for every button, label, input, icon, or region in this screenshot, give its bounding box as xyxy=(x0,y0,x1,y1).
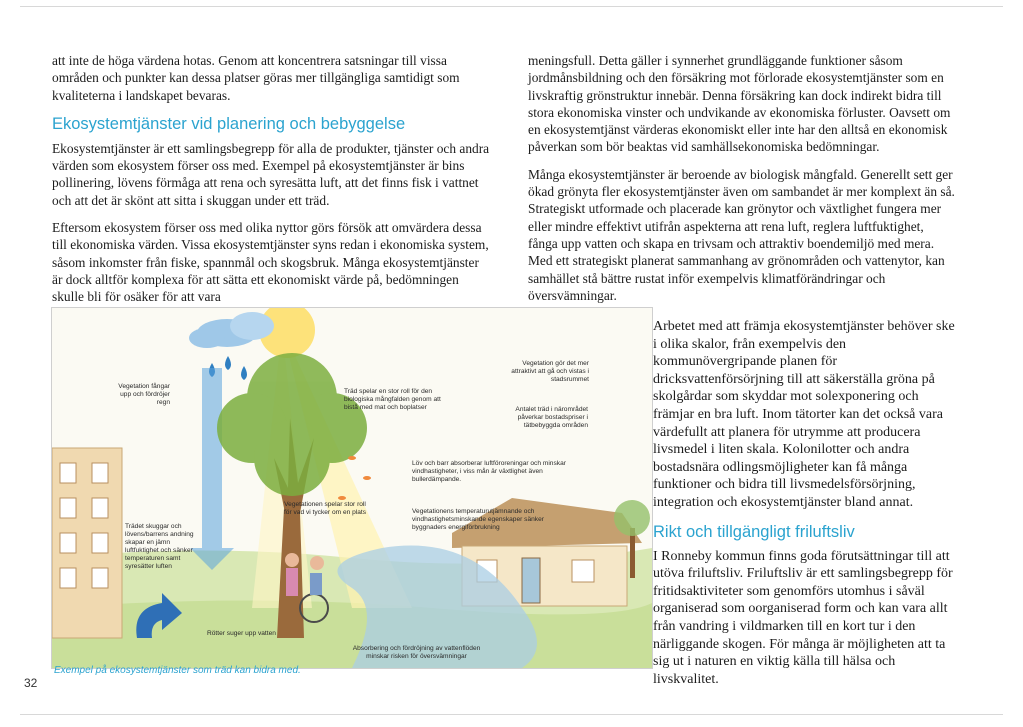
bottom-rule xyxy=(20,714,1003,715)
left-column xyxy=(52,52,492,316)
body-paragraph: Arbetet med att främja ekosystemtjänster behöver ske i olika skalor, från exempelvis den kommunövergripande planen för dricksvattenförsörjning till att säkerställa gröna på skolgårdar som skyddar mot solexponering och främjar en bra luft. Inom tätorter kan det också vara värdefullt att planera för utrymme att producera livsmedel i liten skala. Kolonilotter och andra bostadsnära odlingsmöjligheter kan få många funktioner och bidra till livsmedelsförsörjning, integration och ekosystemtjänster bland annat. xyxy=(653,319,955,510)
label-liking: Vegetationen spelar stor roll för vad vi tycker om en plats xyxy=(283,501,367,516)
apartment-building xyxy=(52,448,122,638)
top-rule xyxy=(20,6,1003,7)
label-flooding: Absorbering och fördröjning av vattenflöden minskar risken för översvämningar xyxy=(352,645,481,660)
label-shade: Trädet skuggar och lövens/barrens andning skapar en jämn luftfuktighet och sänker temperaturen samt syresätter luften xyxy=(125,523,194,570)
label-air: Löv och barr absorberar luftföroreningar och minskar vindhastigheter, i viss mån är växtlighet även bullerdämpande. xyxy=(412,460,566,483)
label-roots: Rötter suger upp vatten xyxy=(207,630,276,637)
label-property: Antalet träd i närområdet påverkar bostadspriser i tätbebyggda områden xyxy=(515,406,588,429)
body-paragraph: I Ronneby kommun finns goda förutsättningar till att utöva friluftsliv. Friluftsliv är ett samlingsbegrepp för fritidsaktiviteter som genomförs utomhus i såväl organiserad som oorganiserad form och kan vara allt från vandring i vildmarken till en kort tur i den närliggande skogen. För många är möjligheten att ta sig ut i naturen en viktig källa till hälsa och livskvalitet. xyxy=(653,548,953,687)
section-heading-outdoor-life: Rikt och tillgängligt friluftsliv xyxy=(653,522,855,541)
ecosystem-services-illustration xyxy=(51,307,653,669)
label-biodiversity: Träd spelar en stor roll för den biologiska mångfalden genom att bistå med mat och boplatser xyxy=(344,388,441,411)
right-column-bottom xyxy=(653,318,958,698)
body-paragraph: att inte de höga värdena hotas. Genom att koncentrera satsningar till vissa områden och punkter kan dessa platser göras mer tillgängliga samtidigt som kvaliteterna i landskapet bevaras. xyxy=(52,53,460,103)
body-paragraph: Eftersom ekosystem förser oss med olika nyttor görs försök att omvärdera dessa till ekonomiska värden. Vissa ekosystemtjänster syns redan i ekonomiska system, såsom inkomster från fiske, spannmål och skogsbruk. Många ekosystemtjänster är dock alltför komplexa för att sätta ett ekonomiskt värde på, bedömningen skulle bli för osäker för att vara xyxy=(52,220,489,305)
label-attractive: Vegetation gör det mer attraktivt att gå och vistas i stadsrummet xyxy=(511,360,589,383)
right-column-top xyxy=(528,52,956,314)
label-temperature: Vegetationens temperaturutjämnande och vindhastighetsminskande egenskaper sänker byggnaders energiförbrukning xyxy=(412,508,544,531)
section-heading-ecosystem-services: Ekosystemtjänster vid planering och bebyggelse xyxy=(52,114,406,133)
body-paragraph: Många ekosystemtjänster är beroende av biologisk mångfald. Generellt sett ger ökad grönyta fler ekosystemtjänster även om sambandet är mer komplext än så. Strategiskt utformade och placerade kan grönytor och växtlighet fungera mer eller mindre effektivt utifrån aspekterna att rena luft, reglera luftfuktighet, fånga upp vatten och skapa en trivsam och attraktiv boendemiljö med mera. Med ett strategiskt planerat sammanhang av grönområden och vattenytor, kan samhället stå bättre rustat inför exempelvis klimatförändringar och översvämningar. xyxy=(528,166,955,303)
body-paragraph: Ekosystemtjänster är ett samlingsbegrepp för alla de produkter, tjänster och andra värden som ekosystem förser oss med. Exempel på ekosystemtjänster är bins pollinering, lövens förmåga att rena och syresätta luft, att det finns fisk i vattnet och att det är skönt att sitta i skuggan under ett träd. xyxy=(52,140,490,208)
body-paragraph: meningsfull. Detta gäller i synnerhet grundläggande funktioner såsom jordmånsbildning och den försäkring mot förlorade ekosystemtjänster som en livskraftig grönstruktur innebär. Denna försäkring kan dock indirekt bidra till stora ekonomiska vinster och undvikande av ekonomiska förluster. Oavsett om en ekosystemtjänst värderas ekonomiskt eller inte har den alltså en ekonomisk påverkan som bör beaktas vid samhällsekonomiska bedömningar. xyxy=(528,53,951,155)
figure-caption: Exempel på ekosystemtjänster som träd kan bidra med. xyxy=(54,665,301,676)
page-number: 32 xyxy=(24,676,38,690)
label-rain: Vegetation fångar upp och fördröjer regn xyxy=(118,383,170,406)
